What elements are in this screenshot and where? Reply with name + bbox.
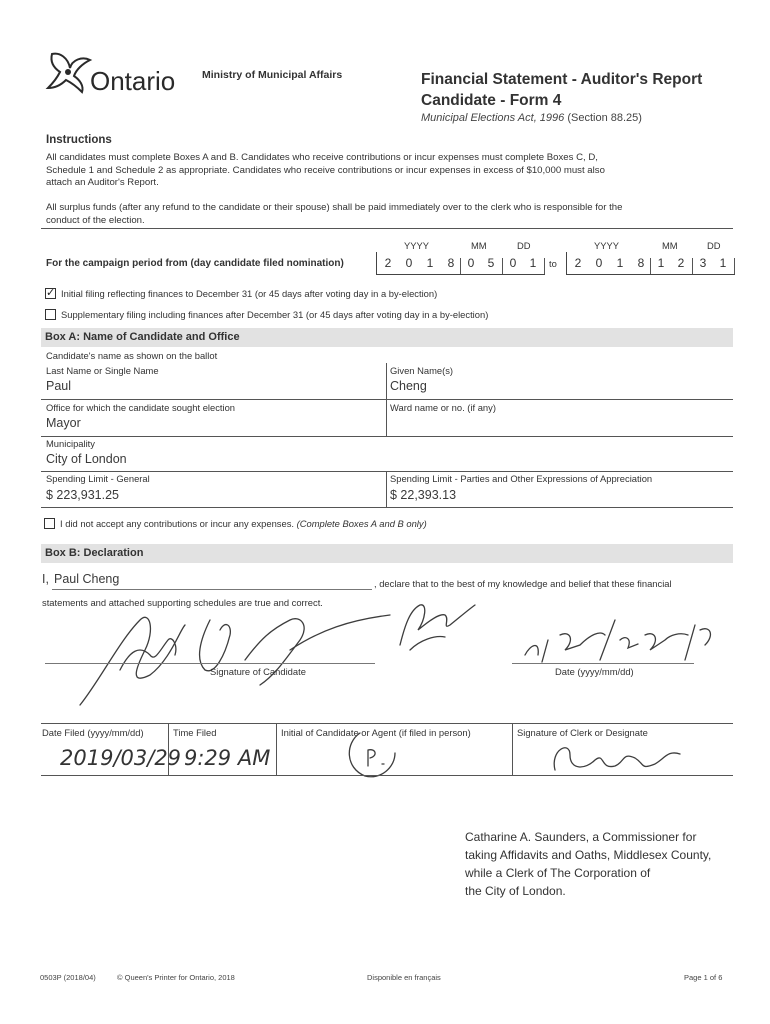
time-filed-value[interactable]: 9:29 AM [184,746,271,770]
field-divider [734,258,735,274]
stamp-line: while a Clerk of The Corporation of [465,866,651,880]
from-date-digit: 0 [509,256,517,270]
from-date-digit: 0 [405,256,413,270]
last-name-value[interactable]: Paul [46,379,72,393]
instructions-line: All candidates must complete Boxes A and B. Candidates who receive contributions or incur expenses must complete Boxes C, D, [46,152,598,163]
initial-filing-checkbox[interactable] [45,288,56,299]
clerk-signature-image [540,730,700,780]
act-reference [421,112,642,124]
stamp-line: the City of London. [465,884,566,898]
to-date-digit: 2 [677,256,685,270]
box-b-heading: Box B: Declaration [41,544,733,563]
act-section: (Section 88.25) [567,112,642,124]
municipality-value[interactable]: City of London [46,452,127,466]
no-contributions-statement [60,518,427,529]
spending-limit-parties-label: Spending Limit - Parties and Other Expressions of Appreciation [390,473,653,484]
box-a-heading: Box A: Name of Candidate and Office [41,328,733,347]
to-date-field[interactable] [566,252,735,275]
field-divider [692,258,693,274]
supplementary-filing-label: Supplementary filing including finances after December 31 (or 45 days after voting day in a by-election) [61,309,489,320]
instructions-line: conduct of the election. [46,214,145,226]
instructions-line: attach an Auditor's Report. [46,177,159,188]
from-date-field[interactable] [376,252,545,275]
to-mm-label: MM [662,240,678,251]
divider [41,228,733,229]
spending-limit-parties-value[interactable]: $ 22,393.13 [390,488,457,502]
to-date-digit: 1 [616,256,624,270]
from-date-digit: 1 [426,256,434,270]
field-divider [386,399,387,436]
stamp-line: taking Affidavits and Oaths, Middlesex County, [465,848,712,862]
declarant-underline [52,589,372,590]
declaration-text-continued: statements and attached supporting schedules are true and correct. [42,597,323,608]
field-divider [386,363,387,399]
to-date-digit: 1 [719,256,727,270]
french-availability: Disponible en français [367,973,441,982]
supplementary-filing-checkbox[interactable] [45,309,56,320]
no-contributions-note: (Complete Boxes A and B only) [296,518,427,529]
divider [41,775,733,776]
ontario-logo-text: Ontario [90,66,176,96]
divider [41,399,733,400]
to-dd-label: DD [707,240,721,251]
stamp-line: Catharine A. Saunders, a Commissioner for [465,830,697,844]
copyright: © Queen's Printer for Ontario, 2018 [117,973,235,982]
given-name-label: Given Name(s) [390,365,454,376]
divider [41,471,733,472]
spending-limit-general-label: Spending Limit - General [46,473,150,484]
from-date-digit: 2 [384,256,392,270]
to-date-digit: 2 [574,256,582,270]
date-line [512,663,694,664]
municipality-label: Municipality [46,438,95,449]
field-divider [512,723,513,775]
no-contributions-label: I did not accept any contributions or incur any expenses. [60,518,294,529]
instructions-line: All surplus funds (after any refund to the candidate or their spouse) shall be paid immediately over to the clerk who is responsible for the [46,202,623,213]
to-date-digit: 8 [637,256,645,270]
from-date-digit: 5 [487,256,495,270]
field-divider [544,258,545,274]
office-label: Office for which the candidate sought election [46,402,236,413]
to-date-digit: 0 [595,256,603,270]
instructions-heading: Instructions [46,134,112,146]
instructions-paragraph-2 [46,202,736,227]
to-date-digit: 3 [699,256,707,270]
signature-line [45,663,375,664]
office-value[interactable]: Mayor [46,416,81,430]
ward-label: Ward name or no. (if any) [390,402,496,413]
to-label: to [549,258,557,269]
from-mm-label: MM [471,240,487,251]
field-divider [276,723,277,775]
from-date-digit: 0 [467,256,475,270]
to-yyyy-label: YYYY [594,240,620,251]
from-date-digit: 1 [529,256,537,270]
form-title-line1: Financial Statement - Auditor's Report [421,71,703,88]
field-divider [650,258,651,274]
from-yyyy-label: YYYY [404,240,430,251]
signature-date-label: Date (yyyy/mm/dd) [555,666,634,677]
declaration-i-prefix: I, [42,572,49,586]
last-name-label: Last Name or Single Name [46,365,159,376]
date-filed-value[interactable]: 2019/03/29 [60,746,182,770]
candidate-signature-image [60,600,400,720]
campaign-period-label: For the campaign period from (day candidate filed nomination) [46,258,344,269]
trillium-logo-icon [42,48,94,94]
signature-of-candidate-label: Signature of Candidate [210,666,306,677]
divider [41,436,733,437]
ministry-name: Ministry of Municipal Affairs [202,69,343,81]
initial-filing-label: Initial filing reflecting finances to December 31 (or 45 days after voting day in a by-election) [61,288,438,299]
form-title [421,69,702,111]
time-filed-label: Time Filed [173,727,217,738]
field-divider [386,471,387,507]
field-divider [460,258,461,274]
field-divider [502,258,503,274]
to-date-digit: 1 [657,256,665,270]
form-code: 0503P (2018/04) [40,973,96,982]
ballot-name-label: Candidate's name as shown on the ballot [46,350,218,361]
divider [41,507,733,508]
page-number: Page 1 of 6 [684,973,723,982]
spending-limit-general-value[interactable]: $ 223,931.25 [46,488,119,502]
candidate-initial-signature-image [390,595,500,665]
act-name: Municipal Elections Act, 1996 [421,112,565,124]
date-filed-label: Date Filed (yyyy/mm/dd) [42,727,144,738]
from-dd-label: DD [517,240,531,251]
initial-of-candidate-label: Initial of Candidate or Agent (if filed in person) [281,727,471,738]
instructions-line: Schedule 1 and Schedule 2 as appropriate. Candidates who receive contributions or incur expenses in excess of $10,000 must also [46,164,605,176]
divider [41,723,733,724]
commissioner-stamp [465,828,711,900]
clerk-signature-label: Signature of Clerk or Designate [517,727,648,738]
declaration-text: , declare that to the best of my knowledge and belief that these financial [374,578,672,589]
declarant-name-value[interactable]: Paul Cheng [54,572,120,586]
instructions-paragraph-1 [46,152,736,190]
no-contributions-checkbox[interactable] [44,518,55,529]
given-name-value[interactable]: Cheng [390,379,427,393]
form-title-line2: Candidate - Form 4 [421,92,562,109]
signature-date-handwriting-image [520,600,740,670]
check-mark-icon: ✓ [46,287,56,299]
from-date-digit: 8 [447,256,455,270]
